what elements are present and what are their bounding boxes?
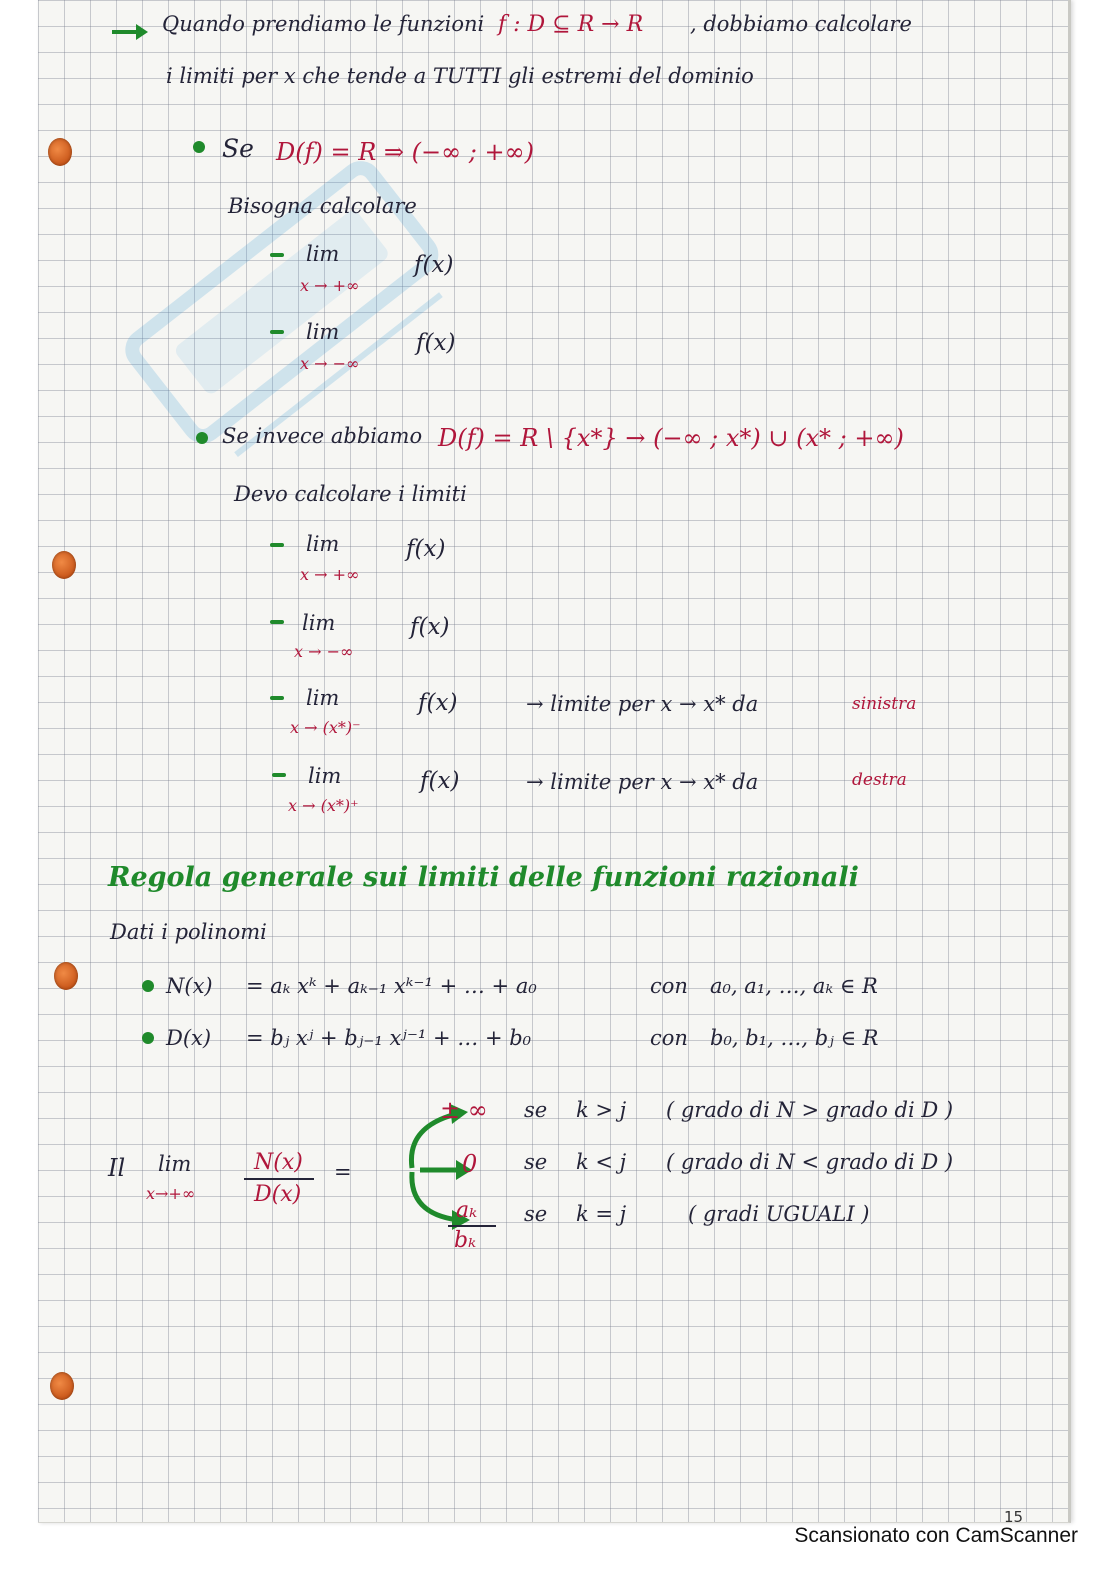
bullet bbox=[193, 141, 205, 153]
limit-function: f(x) bbox=[420, 768, 460, 794]
dash bbox=[270, 543, 284, 547]
binder-hole bbox=[50, 1372, 74, 1400]
poly-coeffs: a₀, a₁, …, aₖ ∈ R bbox=[710, 974, 878, 998]
fraction-bar bbox=[244, 1178, 314, 1180]
case-se: se bbox=[524, 1098, 548, 1122]
poly-name: D(x) bbox=[166, 1026, 212, 1050]
rule-denominator: D(x) bbox=[254, 1182, 302, 1207]
poly-expr: = aₖ xᵏ + aₖ₋₁ xᵏ⁻¹ + … + a₀ bbox=[246, 974, 537, 998]
limit-label: lim bbox=[306, 686, 340, 710]
case2-text: Se invece abbiamo bbox=[222, 424, 423, 448]
binder-hole bbox=[48, 138, 72, 166]
limit-subscript: x → −∞ bbox=[294, 642, 354, 661]
poly-con: con bbox=[650, 974, 688, 998]
binder-hole bbox=[52, 551, 76, 579]
dash bbox=[270, 330, 284, 334]
dash bbox=[272, 773, 286, 777]
case-se: se bbox=[524, 1150, 548, 1174]
poly-expr: = bⱼ xʲ + bⱼ₋₁ xʲ⁻¹ + … + b₀ bbox=[246, 1026, 532, 1050]
limit-note: → limite per x → x* da bbox=[526, 770, 759, 794]
limit-subscript: x → −∞ bbox=[300, 354, 360, 373]
case2-heading: Devo calcolare i limiti bbox=[234, 482, 467, 506]
arrow-icon bbox=[110, 20, 150, 44]
limit-label: lim bbox=[306, 242, 340, 266]
limit-function: f(x) bbox=[406, 536, 446, 562]
case-value-num: aₖ bbox=[456, 1198, 478, 1223]
scanner-footer: Scansionato con CamScanner bbox=[794, 1524, 1078, 1547]
rule-given: Dati i polinomi bbox=[110, 920, 267, 944]
case-se: se bbox=[524, 1202, 548, 1226]
dash bbox=[270, 253, 284, 257]
limit-function: f(x) bbox=[410, 614, 450, 640]
limit-label: lim bbox=[302, 611, 336, 635]
poly-con: con bbox=[650, 1026, 688, 1050]
poly-coeffs: b₀, b₁, …, bⱼ ∈ R bbox=[710, 1026, 879, 1050]
case-value: 0 bbox=[462, 1150, 478, 1178]
limit-label: lim bbox=[308, 764, 342, 788]
limit-side: destra bbox=[852, 770, 907, 790]
rule-numerator: N(x) bbox=[254, 1150, 303, 1175]
notebook-page bbox=[38, 0, 1071, 1523]
limit-subscript: x → (x*)⁺ bbox=[288, 796, 359, 815]
bullet bbox=[142, 980, 154, 992]
rule-title: Regola generale sui limiti delle funzioni razionali bbox=[108, 862, 859, 893]
case-note: ( grado di N < grado di D ) bbox=[666, 1150, 954, 1174]
case2-domain: D(f) = R \ {x*} → (−∞ ; x*) ∪ (x* ; +∞) bbox=[438, 424, 904, 452]
case-condition: k = j bbox=[576, 1202, 627, 1226]
case-condition: k > j bbox=[576, 1098, 627, 1122]
rule-equals: = bbox=[334, 1160, 352, 1184]
dash bbox=[270, 696, 284, 700]
limit-subscript: x → (x*)⁻ bbox=[290, 718, 361, 737]
limit-subscript: x → +∞ bbox=[300, 276, 360, 295]
bullet bbox=[196, 432, 208, 444]
rule-il: Il bbox=[108, 1154, 126, 1182]
limit-side: sinistra bbox=[852, 694, 917, 714]
limit-function: f(x) bbox=[416, 330, 456, 356]
case-value-den: bₖ bbox=[454, 1228, 477, 1253]
limit-function: f(x) bbox=[418, 690, 458, 716]
limit-note: → limite per x → x* da bbox=[526, 692, 759, 716]
case-value: ± ∞ bbox=[440, 1096, 488, 1124]
case1-heading: Bisogna calcolare bbox=[228, 194, 417, 218]
page-number: 15 bbox=[1004, 1508, 1024, 1526]
case-note: ( grado di N > grado di D ) bbox=[666, 1098, 954, 1122]
limit-label: lim bbox=[306, 532, 340, 556]
poly-name: N(x) bbox=[166, 974, 213, 998]
limit-function: f(x) bbox=[414, 252, 454, 278]
intro-line2: i limiti per x che tende a TUTTI gli estremi del dominio bbox=[166, 64, 754, 88]
case1-domain: D(f) = R ⇒ (−∞ ; +∞) bbox=[276, 138, 534, 166]
case1-se: Se bbox=[222, 134, 254, 163]
limit-subscript: x → +∞ bbox=[300, 565, 360, 584]
binder-hole bbox=[54, 962, 78, 990]
intro-function-def: f : D ⊆ R → R bbox=[498, 12, 644, 37]
intro-text: Quando prendiamo le funzioni bbox=[162, 12, 485, 36]
limit-label: lim bbox=[306, 320, 340, 344]
rule-lim-sub: x→+∞ bbox=[146, 1184, 196, 1203]
rule-lim: lim bbox=[158, 1152, 192, 1176]
intro-text-end: , dobbiamo calcolare bbox=[690, 12, 912, 36]
fraction-bar bbox=[448, 1225, 496, 1227]
case-condition: k < j bbox=[576, 1150, 627, 1174]
case-note: ( gradi UGUALI ) bbox=[688, 1202, 870, 1226]
bullet bbox=[142, 1032, 154, 1044]
dash bbox=[270, 620, 284, 624]
